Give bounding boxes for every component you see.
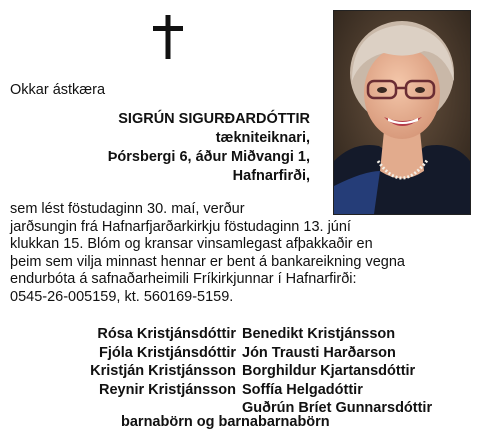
mourner-name: Fjóla Kristjánsdóttir (99, 344, 236, 361)
body-line: 0545-26-005159, kt. 560169-5159. (10, 288, 234, 305)
mourner-row (0, 345, 480, 364)
deceased-info (40, 110, 310, 186)
deceased-town: Hafnarfirði, (232, 168, 310, 184)
mourner-spouse: Soffía Helgadóttir (242, 381, 363, 398)
deceased-address: Þórsbergi 6, áður Miðvangi 1, (107, 149, 310, 165)
cross-icon (153, 15, 183, 59)
mourner-name: Reynir Kristjánsson (99, 381, 236, 398)
body-line: jarðsungin frá Hafnarfjarðarkirkju föstudaginn 13. júní (10, 218, 351, 235)
mourners-list (0, 326, 480, 419)
deceased-occupation: tækniteiknari, (215, 130, 310, 146)
mourner-spouse: Jón Trausti Harðarson (242, 344, 396, 361)
mourner-row (0, 326, 480, 345)
portrait-illustration (334, 11, 470, 214)
funeral-announcement (10, 201, 472, 306)
body-line: klukkan 15. Blóm og kransar vinsamlegast afþakkaðir en (10, 236, 373, 252)
body-line: endurbóta á safnaðarheimili Fríkirkjunnar í Hafnarfirði: (10, 271, 357, 287)
deceased-name: SIGRÚN SIGURÐARDÓTTIR (118, 111, 310, 127)
intro-text: Okkar ástkæra (10, 82, 106, 98)
mourner-row (0, 382, 480, 401)
mourner-spouse: Benedikt Kristjánsson (242, 326, 396, 342)
mourner-spouse: Guðrún Bríet Gunnarsdóttir (242, 400, 433, 416)
closing-line: barnabörn og barnabarnabörn (121, 414, 330, 430)
mourner-name: Rósa Kristjánsdóttir (97, 326, 236, 342)
portrait-photo (333, 10, 471, 215)
mourner-spouse: Borghildur Kjartansdóttir (242, 363, 416, 379)
body-line: þeim sem vilja minnast hennar er bent á bankareikning vegna (10, 253, 405, 270)
mourner-row (0, 363, 480, 382)
body-line: sem lést föstudaginn 30. maí, verður (10, 201, 245, 217)
mourner-name: Kristján Kristjánsson (90, 363, 236, 379)
